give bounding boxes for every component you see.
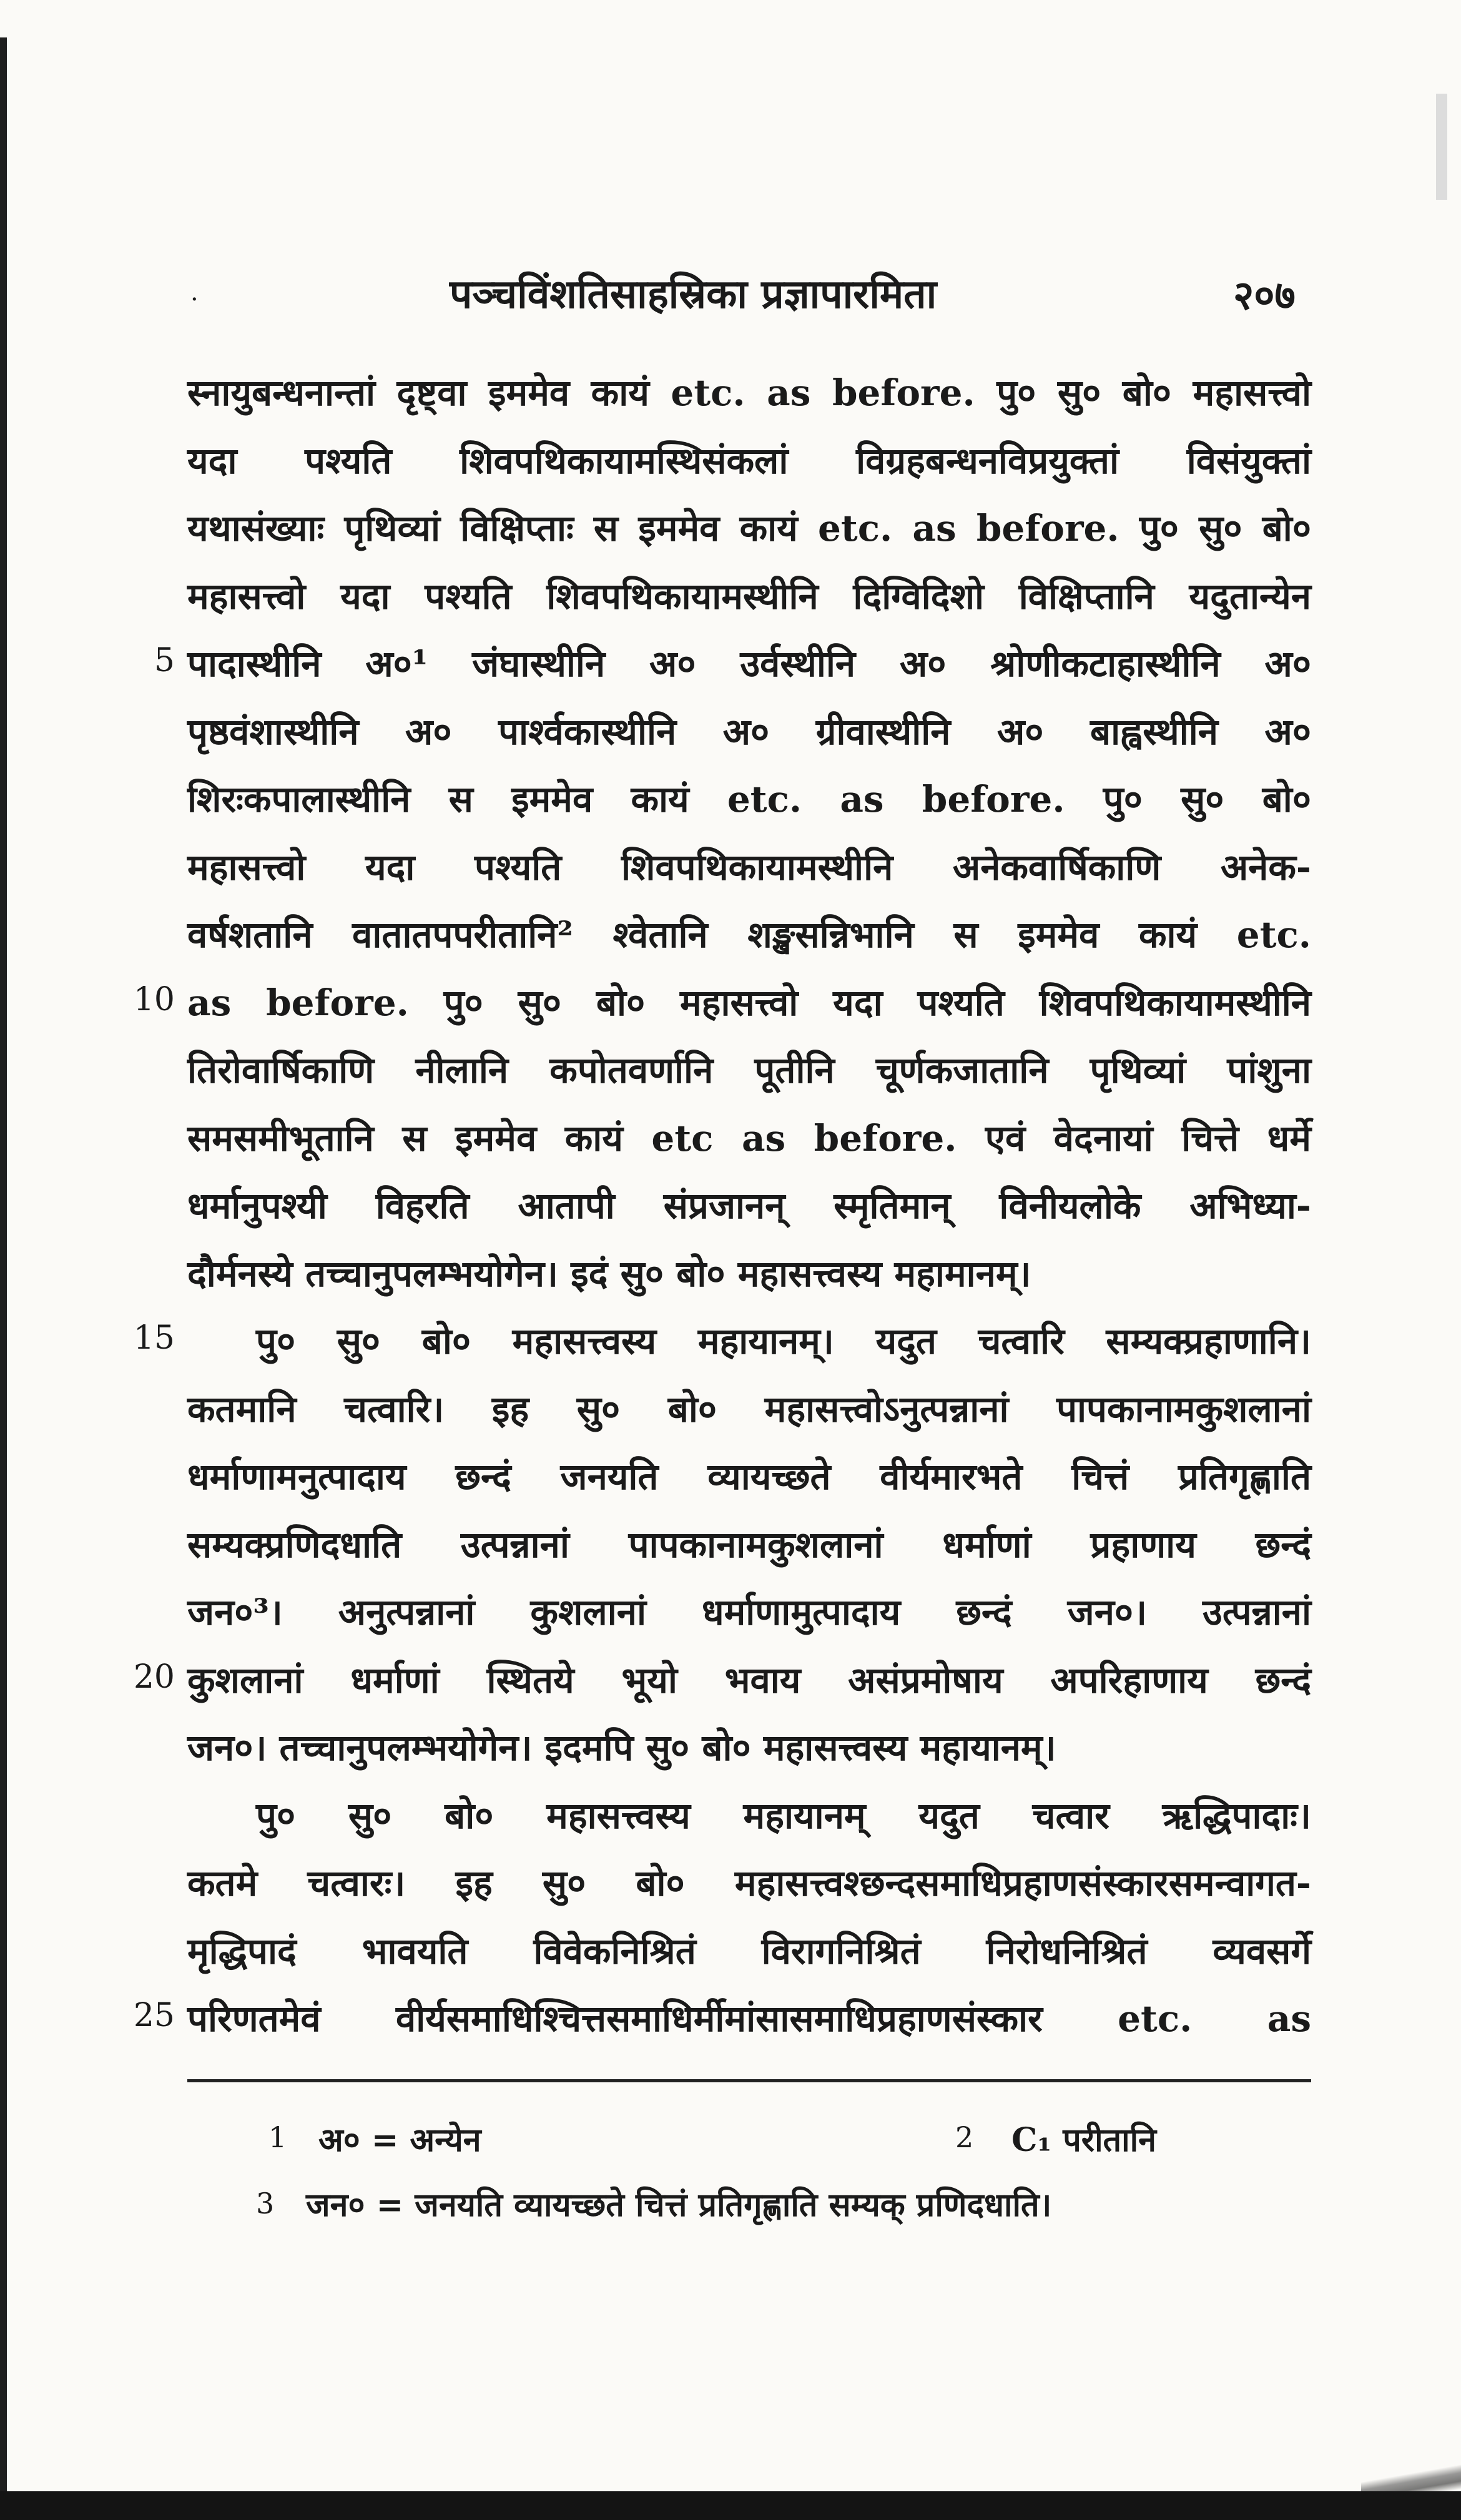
text-line [0, 1643, 1461, 1718]
text-line [0, 1101, 1461, 1176]
line-text: यदा पश्यति शिवपथिकायामस्थिसंकलां विग्रहबन्धनविप्रयुक्तां विसंयुक्तां [187, 439, 1311, 482]
text-line [0, 695, 1461, 770]
line-number: 5 [154, 642, 175, 679]
text-line [0, 491, 1461, 566]
footnote-1-number: 1 [268, 2120, 287, 2154]
text-line [0, 1846, 1461, 1921]
line-number: 10 [133, 980, 175, 1018]
line-text: वर्षशतानि वातातपपरीतानि² श्वेतानि शङ्खसन्निभानि स इममेव कायं etc. [187, 913, 1311, 956]
line-text: महासत्त्वो यदा पश्यति शिवपथिकायामस्थीनि अनेकवार्षिकाणि अनेक- [187, 845, 1311, 888]
footnote-2-text: C₁ परीतानि [1011, 2121, 1156, 2159]
line-number: 25 [133, 1997, 175, 2034]
text-line [0, 356, 1461, 431]
page-number: २०७ [1233, 272, 1296, 319]
line-text: शिरःकपालास्थीनि स इममेव कायं etc. as before. पु० सु० बो० [187, 778, 1311, 820]
line-text: कतमानि चत्वारि। इह सु० बो० महासत्त्वोऽनुत्पन्नानां पापकानामकुशलानां [187, 1387, 1311, 1430]
running-title: पञ्चविंशतिसाहस्रिका प्रज्ञापारमिता [450, 271, 937, 318]
line-text: पृष्ठवंशास्थीनि अ० पार्श्वकास्थीनि अ० ग्रीवास्थीनि अ० बाह्वस्थीनि अ० [187, 710, 1311, 753]
line-number: 20 [133, 1658, 175, 1696]
text-line [0, 1372, 1461, 1447]
text-line [0, 1914, 1461, 1989]
text-line [0, 1033, 1461, 1108]
line-text: पु० सु० बो० महासत्त्वस्य महायानम्। यदुत चत्वारि सम्यक्प्रहाणानि। [256, 1320, 1311, 1362]
page-header [0, 253, 1461, 328]
text-line [0, 627, 1461, 702]
line-text: परिणतमेवं वीर्यसमाधिश्चित्तसमाधिर्मीमांसासमाधिप्रहाणसंस्कार etc. as [187, 1997, 1311, 2040]
text-line [0, 1575, 1461, 1650]
line-text: कुशलानां धर्माणां स्थितये भूयो भवाय असंप्रमोषाय अपरिहाणाय छन्दं [187, 1658, 1311, 1701]
line-text: दौर्मनस्ये तच्चानुपलम्भयोगेन। इदं सु० बो० महासत्त्वस्य महामानम्। [187, 1252, 1031, 1295]
text-line [0, 1237, 1461, 1312]
text-line [0, 1711, 1461, 1786]
text-line [0, 966, 1461, 1041]
text-line [0, 830, 1461, 905]
line-text: जन०³। अनुत्पन्नानां कुशलानां धर्माणामुत्पादाय छन्दं जन०। उत्पन्नानां [187, 1591, 1311, 1633]
line-text: कतमे चत्वारः। इह सु० बो० महासत्त्वश्छन्दसमाधिप्रहाणसंस्कारसमन्वागत- [187, 1862, 1311, 1904]
text-line [0, 1440, 1461, 1515]
line-number: 15 [133, 1319, 175, 1357]
text-line [0, 1304, 1461, 1379]
line-text: तिरोवार्षिकाणि नीलानि कपोतवर्णानि पूतीनि चूर्णकजातानि पृथिव्यां पांशुना [187, 1049, 1311, 1091]
text-line [0, 1779, 1461, 1854]
line-text: धर्माणामनुत्पादाय छन्दं जनयति व्यायच्छते वीर्यमारभते चित्तं प्रतिगृह्णाति [187, 1455, 1311, 1498]
line-text: पादास्थीनि अ०¹ जंघास्थीनि अ० उर्वस्थीनि अ० श्रोणीकटाहास्थीनि अ० [187, 642, 1311, 685]
line-text: धर्मानुपश्यी विहरति आतापी संप्रजानन् स्मृतिमान् विनीयलोके अभिध्या- [187, 1184, 1311, 1227]
line-text: as before. पु० सु० बो० महासत्त्वो यदा पश्यति शिवपथिकायामस्थीनि [187, 981, 1311, 1024]
footnote-1-text: अ० = अन्येन [318, 2121, 481, 2159]
line-text: जन०। तच्चानुपलम्भयोगेन। इदमपि सु० बो० महासत्त्वस्य महायानम्। [187, 1726, 1056, 1769]
footnote-3-text: जन० = जनयति व्यायच्छते चित्तं प्रतिगृह्णाति सम्यक् प्रणिदधाति। [306, 2186, 1052, 2224]
line-text: सम्यक्प्रणिदधाति उत्पन्नानां पापकानामकुशलानां धर्माणां प्रहाणाय छन्दं [187, 1523, 1311, 1566]
text-line [0, 1982, 1461, 2057]
line-text: पु० सु० बो० महासत्त्वस्य महायानम् यदुत चत्वार ऋद्धिपादाः। [256, 1794, 1311, 1837]
line-text: स्नायुबन्धनान्तां दृष्ट्वा इममेव कायं etc. as before. पु० सु० बो० महासत्त्वो [187, 372, 1311, 414]
text-line [0, 424, 1461, 499]
footnote-3-number: 3 [256, 2187, 275, 2220]
line-text: मृद्धिपादं भावयति विवेकनिश्रितं विरागनिश्रितं निरोधनिश्रितं व्यवसर्गे [187, 1929, 1311, 1972]
text-line [0, 559, 1461, 634]
text-line [0, 762, 1461, 837]
footnote-divider [187, 2079, 1311, 2082]
text-line [0, 1508, 1461, 1583]
line-text: समसमीभूतानि स इममेव कायं etc as before. एवं वेदनायां चित्ते धर्मे [187, 1116, 1311, 1159]
text-line [0, 1169, 1461, 1244]
header-dot-mark: · [190, 285, 199, 314]
text-line [0, 898, 1461, 973]
footnote-2-number: 2 [955, 2120, 974, 2154]
line-text: महासत्त्वो यदा पश्यति शिवपथिकायामस्थीनि दिग्विदिशो विक्षिप्तानि यदुतान्येन [187, 574, 1311, 618]
line-text: यथासंख्याः पृथिव्यां विक्षिप्ताः स इममेव कायं etc. as before. पु० सु० बो० [187, 507, 1311, 549]
scan-margin-shade [1436, 94, 1447, 200]
scan-bottom-edge [0, 2491, 1461, 2520]
